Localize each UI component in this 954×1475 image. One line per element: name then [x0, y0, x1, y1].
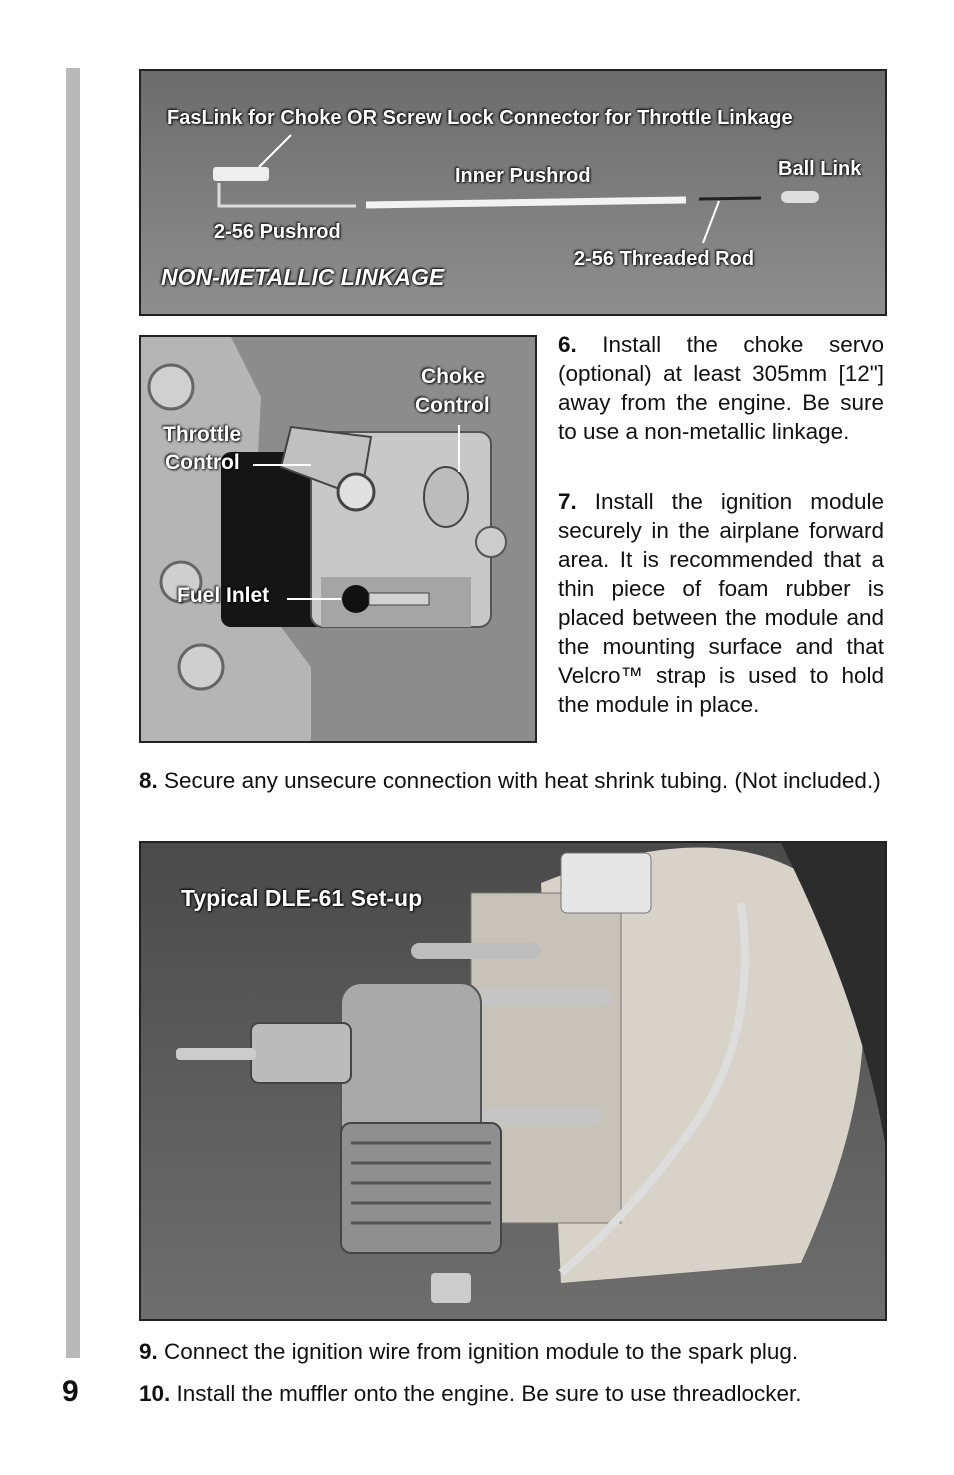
step-6-number: 6. [558, 332, 577, 357]
fig-label-choke-1: Choke [421, 365, 486, 388]
fig-label-threaded-rod: 2-56 Threaded Rod [574, 248, 755, 270]
fig-title-setup: Typical DLE-61 Set-up [181, 885, 423, 911]
step-8-text: Secure any unsecure connection with heat shrink tubing. (Not included.) [164, 768, 881, 793]
fig-label-throttle-2: Control [165, 451, 240, 474]
fig-label-inner-pushrod: Inner Pushrod [455, 165, 591, 187]
carburetor-photo [139, 335, 537, 743]
fig-title-linkage: NON-METALLIC LINKAGE [161, 264, 445, 290]
step-8-number: 8. [139, 768, 158, 793]
step-9-number: 9. [139, 1339, 158, 1364]
step-10 [139, 1379, 899, 1408]
step-9 [139, 1337, 899, 1366]
step-8 [139, 766, 885, 795]
step-10-text: Install the muffler onto the engine. Be sure to use threadlocker. [176, 1381, 802, 1406]
step-9-text: Connect the ignition wire from ignition module to the spark plug. [164, 1339, 799, 1364]
step-7 [558, 487, 884, 719]
fig-label-choke-2: Control [415, 394, 490, 417]
step-6 [558, 330, 884, 446]
fig-label-pushrod: 2-56 Pushrod [214, 221, 341, 243]
step-7-text: Install the ignition module securely in the airplane forward area. It is recommended that a thin piece of foam rubber is placed between the module and the mounting surface and that Velcro™ strap is used to hold the module in place. [558, 489, 884, 717]
fig-label-throttle-1: Throttle [163, 423, 242, 446]
step-10-number: 10. [139, 1381, 171, 1406]
fig-label-fuel-inlet: Fuel Inlet [177, 584, 270, 607]
step-6-text: Install the choke servo (optional) at least 305mm [12"] away from the engine. Be sure to use a non-metallic linkage. [558, 332, 884, 444]
fig-label-ball-link: Ball Link [778, 158, 862, 180]
linkage-photo [139, 69, 887, 316]
sidebar-bar [66, 68, 80, 1358]
page-number: 9 [62, 1375, 79, 1408]
fig-label-faslink: FasLink for Choke OR Screw Lock Connector for Throttle Linkage [167, 107, 793, 129]
engine-setup-photo [139, 841, 887, 1321]
step-7-number: 7. [558, 489, 577, 514]
